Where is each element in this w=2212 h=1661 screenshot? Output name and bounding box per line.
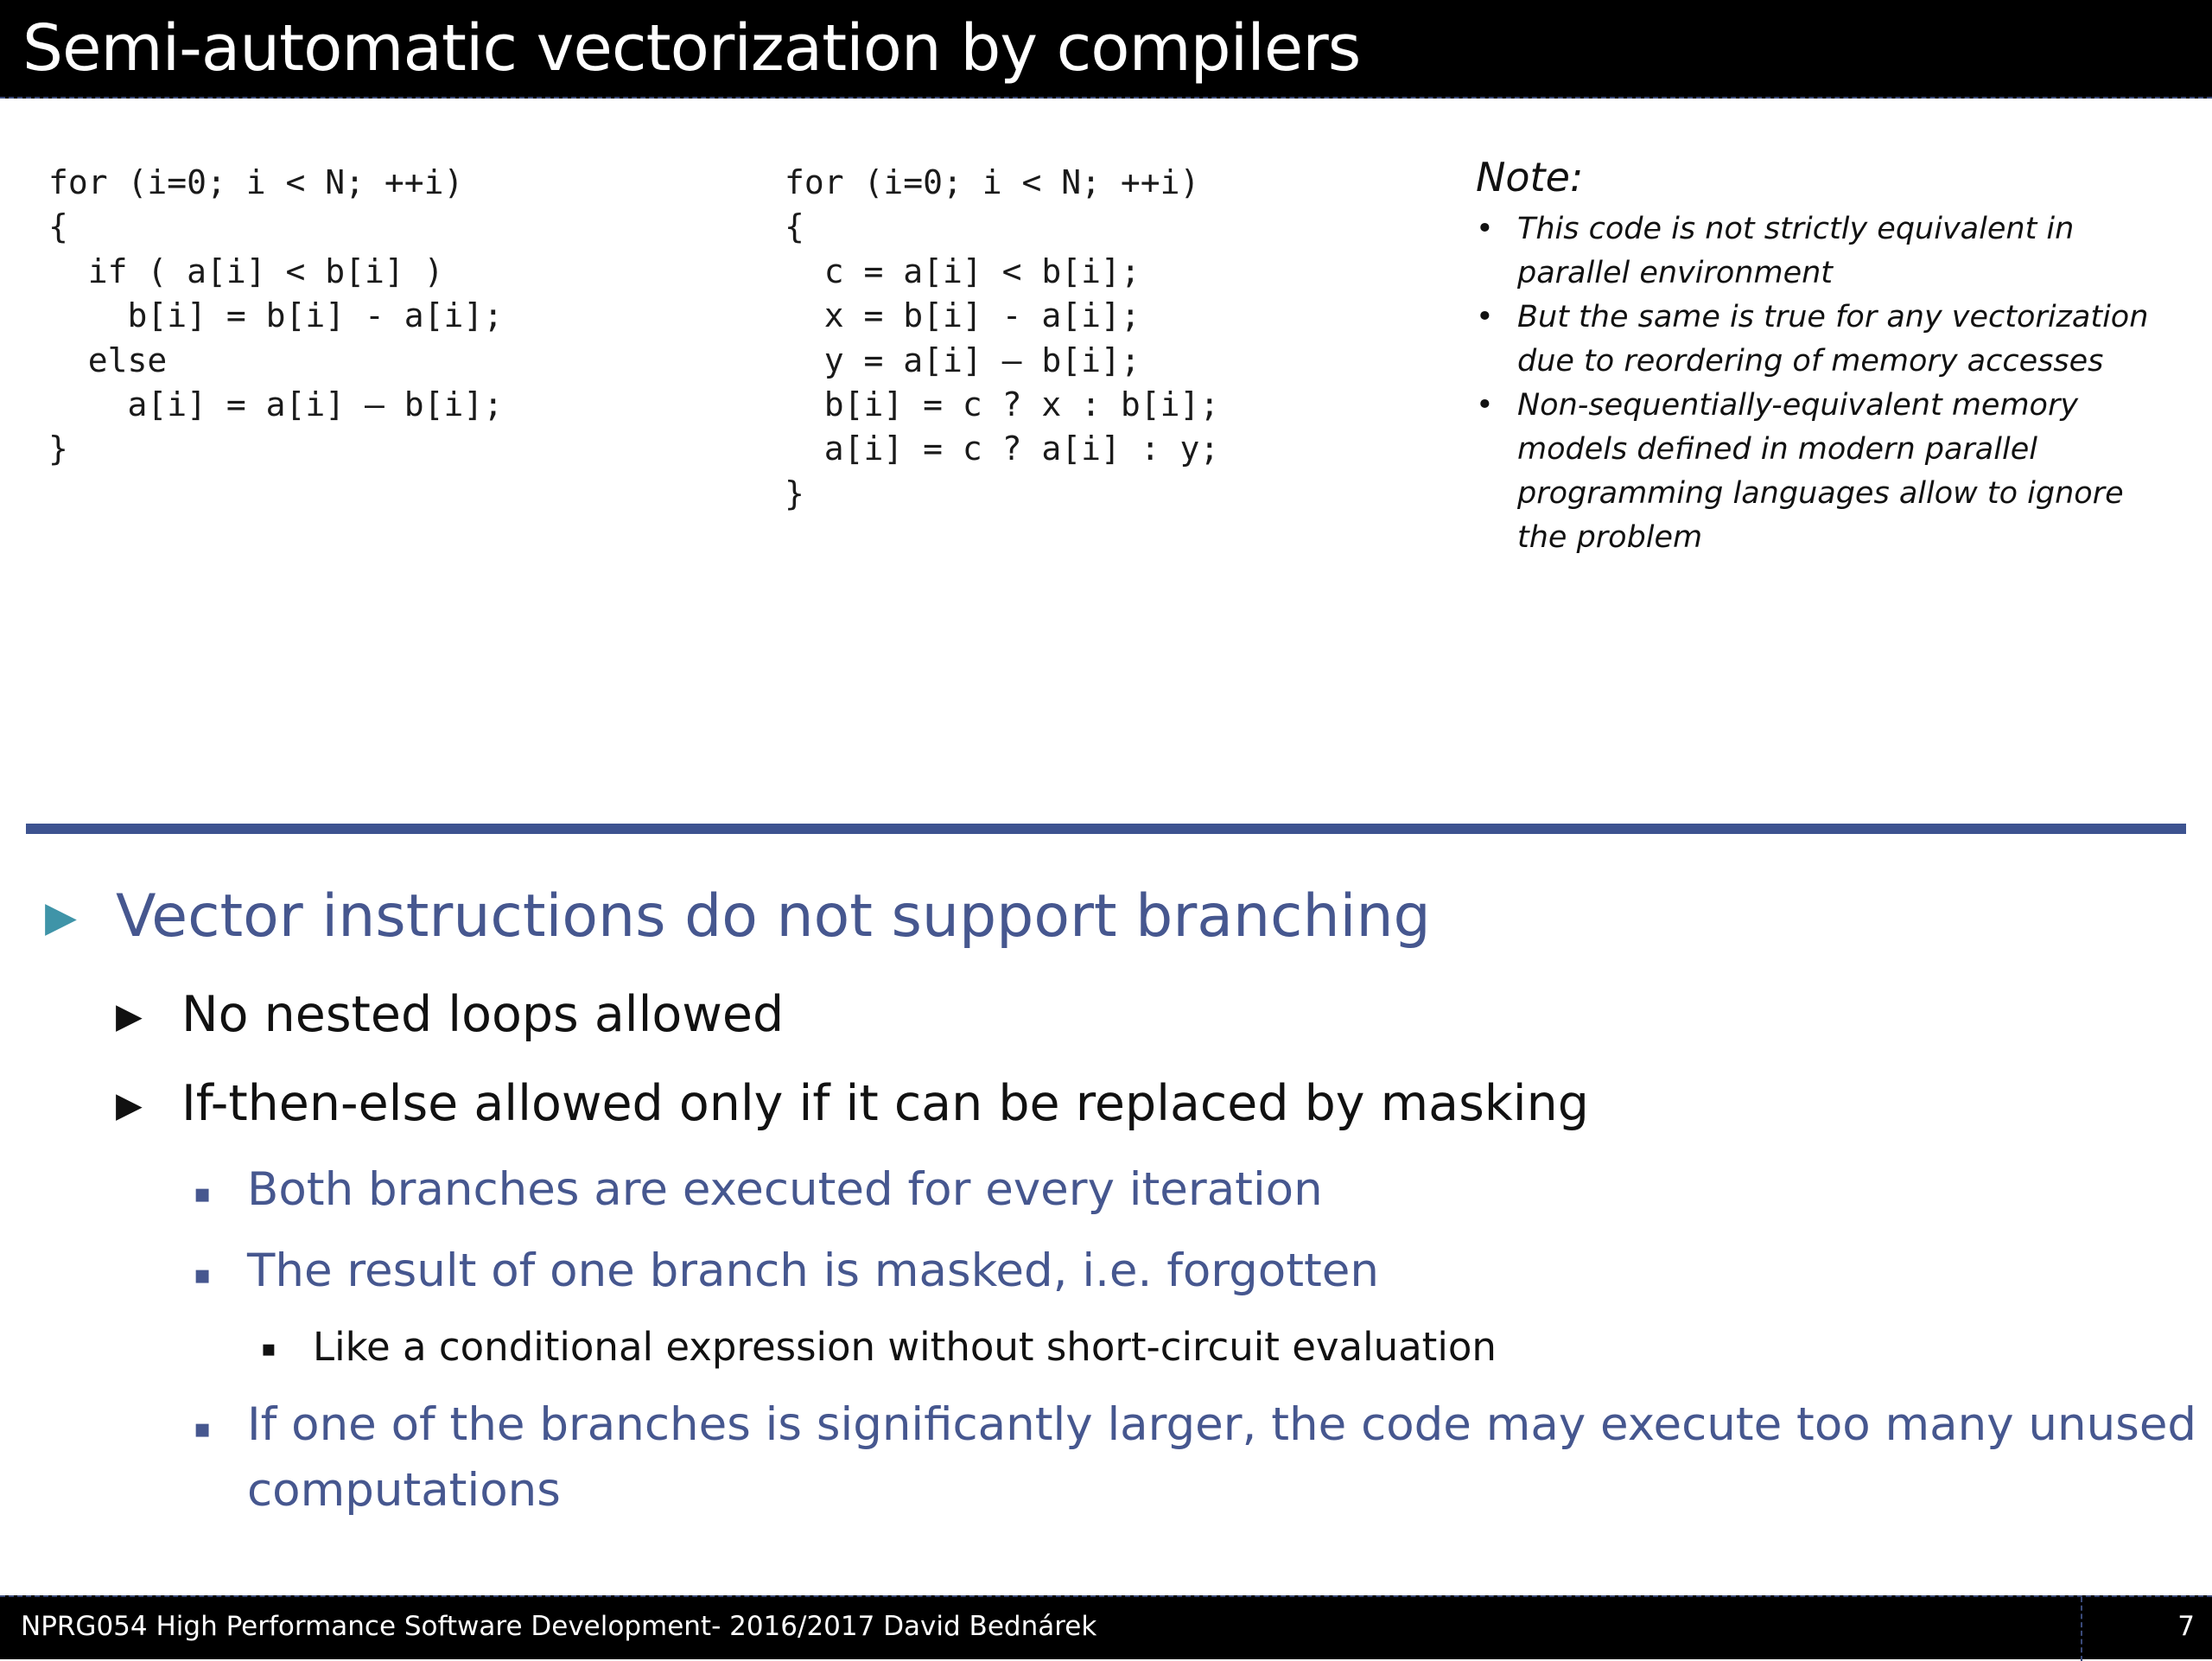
code-line: for (i=0; i < N; ++i): [48, 163, 464, 201]
bullet-text: If one of the branches is significantly larger, the code may execute too many unused: [247, 1398, 2197, 1451]
square-bullet-icon: ▪: [194, 1260, 212, 1290]
code-line: if ( a[i] < b[i] ): [48, 251, 444, 290]
code-line: {: [785, 207, 804, 246]
note-item-text: This code is not strictly equivalent in parallel environment: [1517, 212, 2075, 290]
bullet-text: No nested loops allowed: [181, 986, 785, 1043]
square-bullet-icon: ▪: [261, 1336, 276, 1362]
code-line: b[i] = c ? x : b[i];: [785, 385, 1220, 424]
code-line: y = a[i] – b[i];: [785, 340, 1141, 379]
code-block-left: [48, 161, 503, 472]
code-line: a[i] = a[i] – b[i];: [48, 385, 504, 424]
square-bullet-icon: ▪: [194, 1414, 212, 1444]
note-item-text: But the same is true for any vectorization due to reordering of memory accesses: [1517, 300, 2149, 379]
page-number: 7: [2177, 1611, 2195, 1642]
code-block-right: [785, 161, 1219, 516]
footer-divider: [2081, 1597, 2084, 1661]
code-line: }: [48, 430, 68, 468]
code-line: else: [48, 340, 168, 379]
note-item: [1476, 384, 2150, 560]
bullet-dot-icon: •: [1476, 388, 1494, 423]
code-line: x = b[i] - a[i];: [785, 296, 1141, 335]
triangle-right-icon: ▶: [116, 996, 143, 1036]
footer-text: NPRG054 High Performance Software Development- 2016/2017 David Bednárek: [21, 1611, 1097, 1642]
slide-title: Semi-automatic vectorization by compilers: [22, 11, 1361, 86]
slide-footer: [0, 1595, 2212, 1659]
bullet-text: Like a conditional expression without short-circuit evaluation: [313, 1324, 1497, 1370]
bullet-text: The result of one branch is masked, i.e. forgotten: [247, 1244, 1379, 1297]
slide-title-bar: [0, 0, 2212, 99]
section-divider: [26, 824, 2186, 834]
note-item-text: Non-sequentially-equivalent memory models defined in modern parallel programming languages allow to ignore the problem: [1517, 388, 2124, 555]
bullet-text: If-then-else allowed only if it can be replaced by masking: [181, 1075, 1589, 1132]
code-line: a[i] = c ? a[i] : y;: [785, 430, 1220, 468]
note-list: [1476, 207, 2150, 560]
square-bullet-icon: ▪: [194, 1179, 212, 1209]
code-line: c = a[i] < b[i];: [785, 251, 1141, 290]
note-box: [1476, 152, 2150, 560]
bullet-dot-icon: •: [1476, 212, 1494, 246]
code-line: b[i] = b[i] - a[i];: [48, 296, 504, 335]
note-item: [1476, 296, 2150, 384]
note-title: Note:: [1476, 154, 1584, 200]
bullet-text-continued: computations: [247, 1464, 561, 1517]
bullet-dot-icon: •: [1476, 300, 1494, 334]
code-line: for (i=0; i < N; ++i): [785, 163, 1200, 201]
bullet-text: Vector instructions do not support branching: [116, 882, 1431, 951]
triangle-right-icon: ▶: [116, 1085, 143, 1125]
note-item: [1476, 207, 2150, 296]
bullet-text: Both branches are executed for every iteration: [247, 1163, 1323, 1216]
code-line: }: [785, 474, 804, 512]
code-line: {: [48, 207, 68, 246]
triangle-right-icon: ▶: [45, 893, 77, 941]
